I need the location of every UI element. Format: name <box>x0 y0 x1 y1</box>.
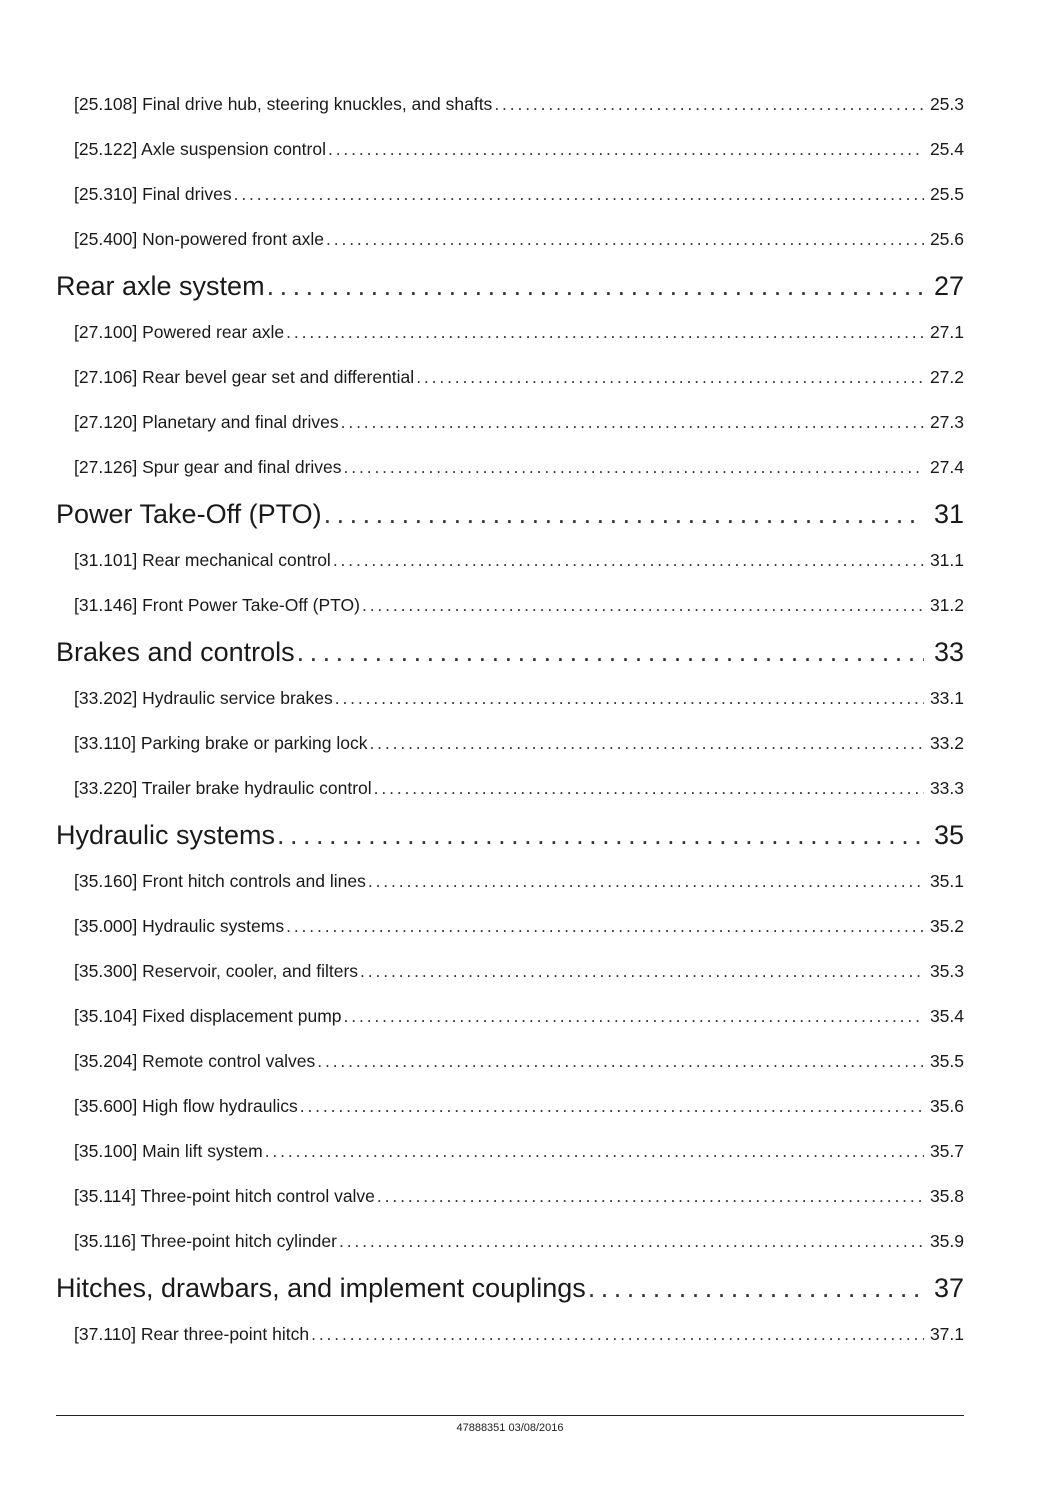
toc-entry-title: [35.116] Three-point hitch cylinder <box>74 1231 337 1251</box>
toc-entry-row[interactable] <box>56 82 964 127</box>
toc-page-number: 35 <box>933 820 964 850</box>
toc-entry-row[interactable] <box>56 217 964 262</box>
toc-entry-title: [25.310] Final drives <box>74 184 232 204</box>
dot-leader <box>369 721 923 766</box>
toc-page-number: 27.1 <box>929 322 964 342</box>
toc-entry-row[interactable] <box>56 583 964 628</box>
toc-entry-title: [35.300] Reservoir, cooler, and filters <box>74 961 359 981</box>
toc-page-number: 33.2 <box>929 733 964 753</box>
toc-section-row[interactable] <box>56 1264 964 1312</box>
toc-page-number: 35.2 <box>929 916 964 936</box>
toc-entry-row[interactable] <box>56 538 964 583</box>
toc-entry-title: [27.120] Planetary and final drives <box>74 412 339 432</box>
dot-leader <box>368 859 924 904</box>
toc-page-number: 31.1 <box>929 550 964 570</box>
toc-page-number: 35.1 <box>929 871 964 891</box>
dot-leader <box>328 127 924 172</box>
toc-entry-row[interactable] <box>56 949 964 994</box>
toc-section-row[interactable] <box>56 490 964 538</box>
dot-leader <box>344 994 924 1039</box>
dot-leader <box>265 1129 924 1174</box>
toc-entry-row[interactable] <box>56 1312 964 1357</box>
dot-leader <box>317 1039 924 1084</box>
toc-entry-row[interactable] <box>56 721 964 766</box>
toc-entry-row[interactable] <box>56 445 964 490</box>
dot-leader <box>374 766 924 811</box>
dot-leader <box>339 1219 924 1264</box>
toc-entry-title: [35.100] Main lift system <box>74 1141 263 1161</box>
toc-entry-row[interactable] <box>56 676 964 721</box>
footer-divider <box>56 1415 964 1416</box>
toc-page-number: 35.5 <box>929 1051 964 1071</box>
toc-page-number: 37.1 <box>929 1324 964 1344</box>
toc-page-number: 25.5 <box>929 184 964 204</box>
toc-entry-title: [35.000] Hydraulic systems <box>74 916 285 936</box>
toc-page-number: 33.3 <box>929 778 964 798</box>
toc-page-number: 33.1 <box>929 688 964 708</box>
toc-page-number: 27 <box>933 271 964 301</box>
dot-leader <box>362 583 924 628</box>
toc-entry-title: [31.146] Front Power Take-Off (PTO) <box>74 595 360 615</box>
dot-leader <box>333 538 924 583</box>
toc-entry-title: [33.110] Parking brake or parking lock <box>74 733 368 753</box>
toc-page-number: 27.3 <box>929 412 964 432</box>
toc-entry-title: [33.220] Trailer brake hydraulic control <box>74 778 372 798</box>
toc-entry-title: [33.202] Hydraulic service brakes <box>74 688 333 708</box>
toc-page-number: 25.3 <box>929 94 964 114</box>
dot-leader <box>494 82 924 127</box>
dot-leader <box>588 1264 924 1312</box>
toc-entry-row[interactable] <box>56 1039 964 1084</box>
dot-leader <box>277 811 924 859</box>
dot-leader <box>311 1312 924 1357</box>
toc-section-row[interactable] <box>56 628 964 676</box>
toc-entry-row[interactable] <box>56 172 964 217</box>
toc-section-title: Hydraulic systems <box>56 820 276 850</box>
dot-leader <box>297 628 924 676</box>
toc-entry-title: [27.126] Spur gear and final drives <box>74 457 342 477</box>
toc-page-number: 25.6 <box>929 229 964 249</box>
toc-page-number: 33 <box>933 637 964 667</box>
toc-entry-title: [27.100] Powered rear axle <box>74 322 285 342</box>
toc-page-number: 35.8 <box>929 1186 964 1206</box>
table-of-contents <box>56 82 964 1357</box>
toc-page-number: 35.6 <box>929 1096 964 1116</box>
toc-entry-title: [25.122] Axle suspension control <box>74 139 326 159</box>
dot-leader <box>360 949 924 994</box>
toc-page-number: 35.4 <box>929 1006 964 1026</box>
dot-leader <box>341 400 924 445</box>
toc-entry-row[interactable] <box>56 1129 964 1174</box>
toc-entry-title: [35.600] High flow hydraulics <box>74 1096 298 1116</box>
dot-leader <box>286 904 924 949</box>
toc-page-number: 25.4 <box>929 139 964 159</box>
dot-leader <box>267 262 924 310</box>
dot-leader <box>234 172 924 217</box>
toc-section-title: Brakes and controls <box>56 637 295 667</box>
toc-entry-row[interactable] <box>56 859 964 904</box>
toc-page-number: 35.7 <box>929 1141 964 1161</box>
toc-entry-row[interactable] <box>56 400 964 445</box>
toc-entry-title: [37.110] Rear three-point hitch <box>74 1324 310 1344</box>
toc-entry-row[interactable] <box>56 1084 964 1129</box>
toc-entry-row[interactable] <box>56 904 964 949</box>
toc-section-row[interactable] <box>56 262 964 310</box>
toc-page-number: 37 <box>933 1273 964 1303</box>
toc-entry-title: [25.108] Final drive hub, steering knuckles, and shafts <box>74 94 493 114</box>
dot-leader <box>335 676 924 721</box>
toc-entry-title: [35.104] Fixed displacement pump <box>74 1006 342 1026</box>
toc-entry-title: [31.101] Rear mechanical control <box>74 550 331 570</box>
toc-entry-title: [35.114] Three-point hitch control valve <box>74 1186 375 1206</box>
dot-leader <box>344 445 924 490</box>
toc-entry-row[interactable] <box>56 310 964 355</box>
dot-leader <box>324 490 924 538</box>
toc-entry-row[interactable] <box>56 994 964 1039</box>
toc-entry-title: [35.204] Remote control valves <box>74 1051 316 1071</box>
toc-entry-title: [27.106] Rear bevel gear set and differential <box>74 367 415 387</box>
toc-page-number: 35.9 <box>929 1231 964 1251</box>
toc-section-title: Hitches, drawbars, and implement couplings <box>56 1273 586 1303</box>
dot-leader <box>300 1084 924 1129</box>
toc-entry-row[interactable] <box>56 127 964 172</box>
toc-entry-title: [35.160] Front hitch controls and lines <box>74 871 366 891</box>
toc-page-number: 31.2 <box>929 595 964 615</box>
toc-section-title: Power Take-Off (PTO) <box>56 499 322 529</box>
toc-entry-row[interactable] <box>56 1219 964 1264</box>
toc-entry-row[interactable] <box>56 1174 964 1219</box>
toc-entry-row[interactable] <box>56 766 964 811</box>
toc-page-number: 35.3 <box>929 961 964 981</box>
toc-page-number: 27.4 <box>929 457 964 477</box>
toc-section-title: Rear axle system <box>56 271 265 301</box>
dot-leader <box>377 1174 924 1219</box>
dot-leader <box>286 310 924 355</box>
toc-page-number: 31 <box>933 499 964 529</box>
footer-document-id: 47888351 03/08/2016 <box>456 1422 564 1434</box>
toc-entry-row[interactable] <box>56 355 964 400</box>
toc-page-number: 27.2 <box>929 367 964 387</box>
dot-leader <box>416 355 924 400</box>
dot-leader <box>326 217 924 262</box>
toc-entry-title: [25.400] Non-powered front axle <box>74 229 325 249</box>
toc-section-row[interactable] <box>56 811 964 859</box>
